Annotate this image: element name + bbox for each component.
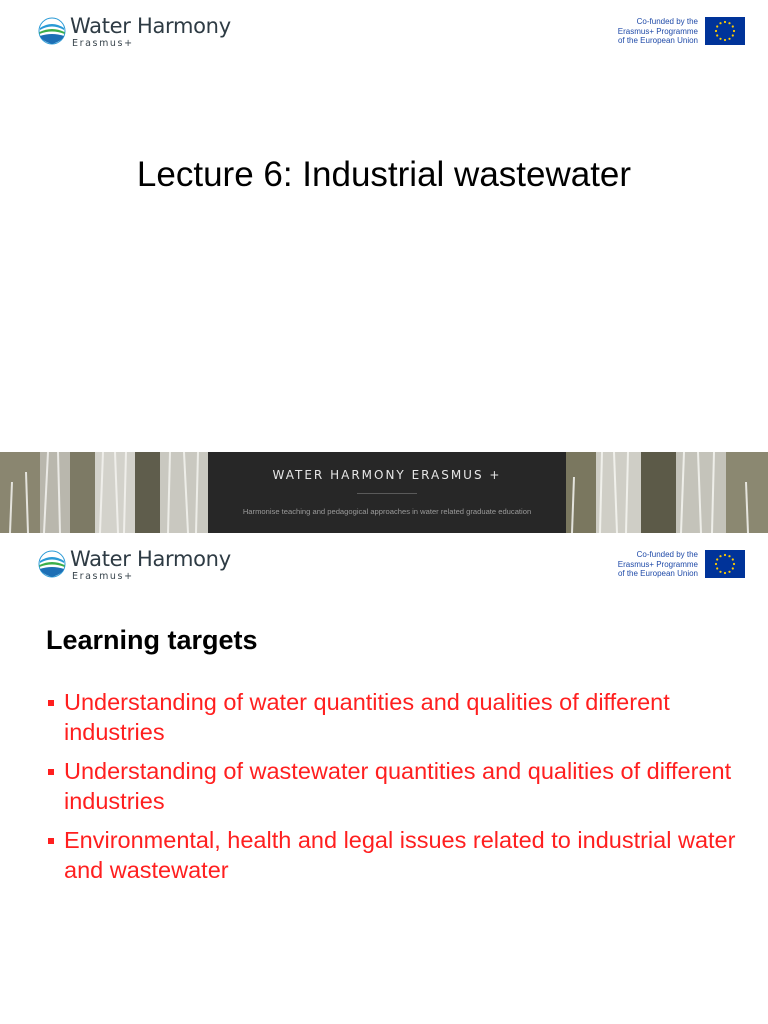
brand-name: Water Harmony	[70, 547, 231, 571]
eu-notice-line: Erasmus+ Programme	[617, 26, 698, 36]
banner-divider	[357, 493, 417, 494]
list-item-text: Environmental, health and legal issues related to industrial water and wastewater	[64, 827, 736, 883]
waterfall-banner	[0, 452, 768, 533]
globe-logo-icon	[38, 550, 66, 578]
brand-subtitle: Erasmus+	[72, 571, 134, 582]
list-item	[48, 756, 738, 816]
list-item	[48, 687, 738, 747]
list-item	[48, 825, 738, 885]
learning-targets-list	[48, 687, 738, 894]
banner-subtitle: Harmonise teaching and pedagogical approaches in water related graduate education	[242, 507, 532, 516]
lecture-title: Lecture 6: Industrial wastewater	[136, 155, 632, 194]
eu-notice-line: Erasmus+ Programme	[617, 559, 698, 569]
slide-2	[0, 533, 768, 1024]
eu-notice-line: Co-funded by the	[636, 17, 698, 26]
eu-flag-icon	[705, 550, 745, 578]
list-item-text: Understanding of wastewater quantities and qualities of different industries	[64, 758, 732, 814]
banner-caption	[208, 452, 566, 533]
square-bullet-icon	[48, 838, 54, 844]
eu-notice-line: of the European Union	[617, 569, 698, 578]
globe-logo-icon	[38, 17, 66, 45]
square-bullet-icon	[48, 769, 54, 775]
eu-flag-icon	[705, 17, 745, 45]
banner-title: WATER HARMONY ERASMUS +	[272, 468, 502, 482]
brand-subtitle: Erasmus+	[72, 38, 134, 49]
brand-name: Water Harmony	[70, 14, 231, 38]
list-item-text: Understanding of water quantities and qualities of different industries	[64, 689, 670, 745]
square-bullet-icon	[48, 700, 54, 706]
eu-notice-line: of the European Union	[617, 36, 698, 45]
waterfall-photo-right	[566, 452, 768, 533]
slide-1	[0, 0, 768, 452]
learning-targets-heading: Learning targets	[46, 625, 258, 655]
eu-notice-line: Co-funded by the	[636, 550, 698, 559]
waterfall-photo-left	[0, 452, 208, 533]
